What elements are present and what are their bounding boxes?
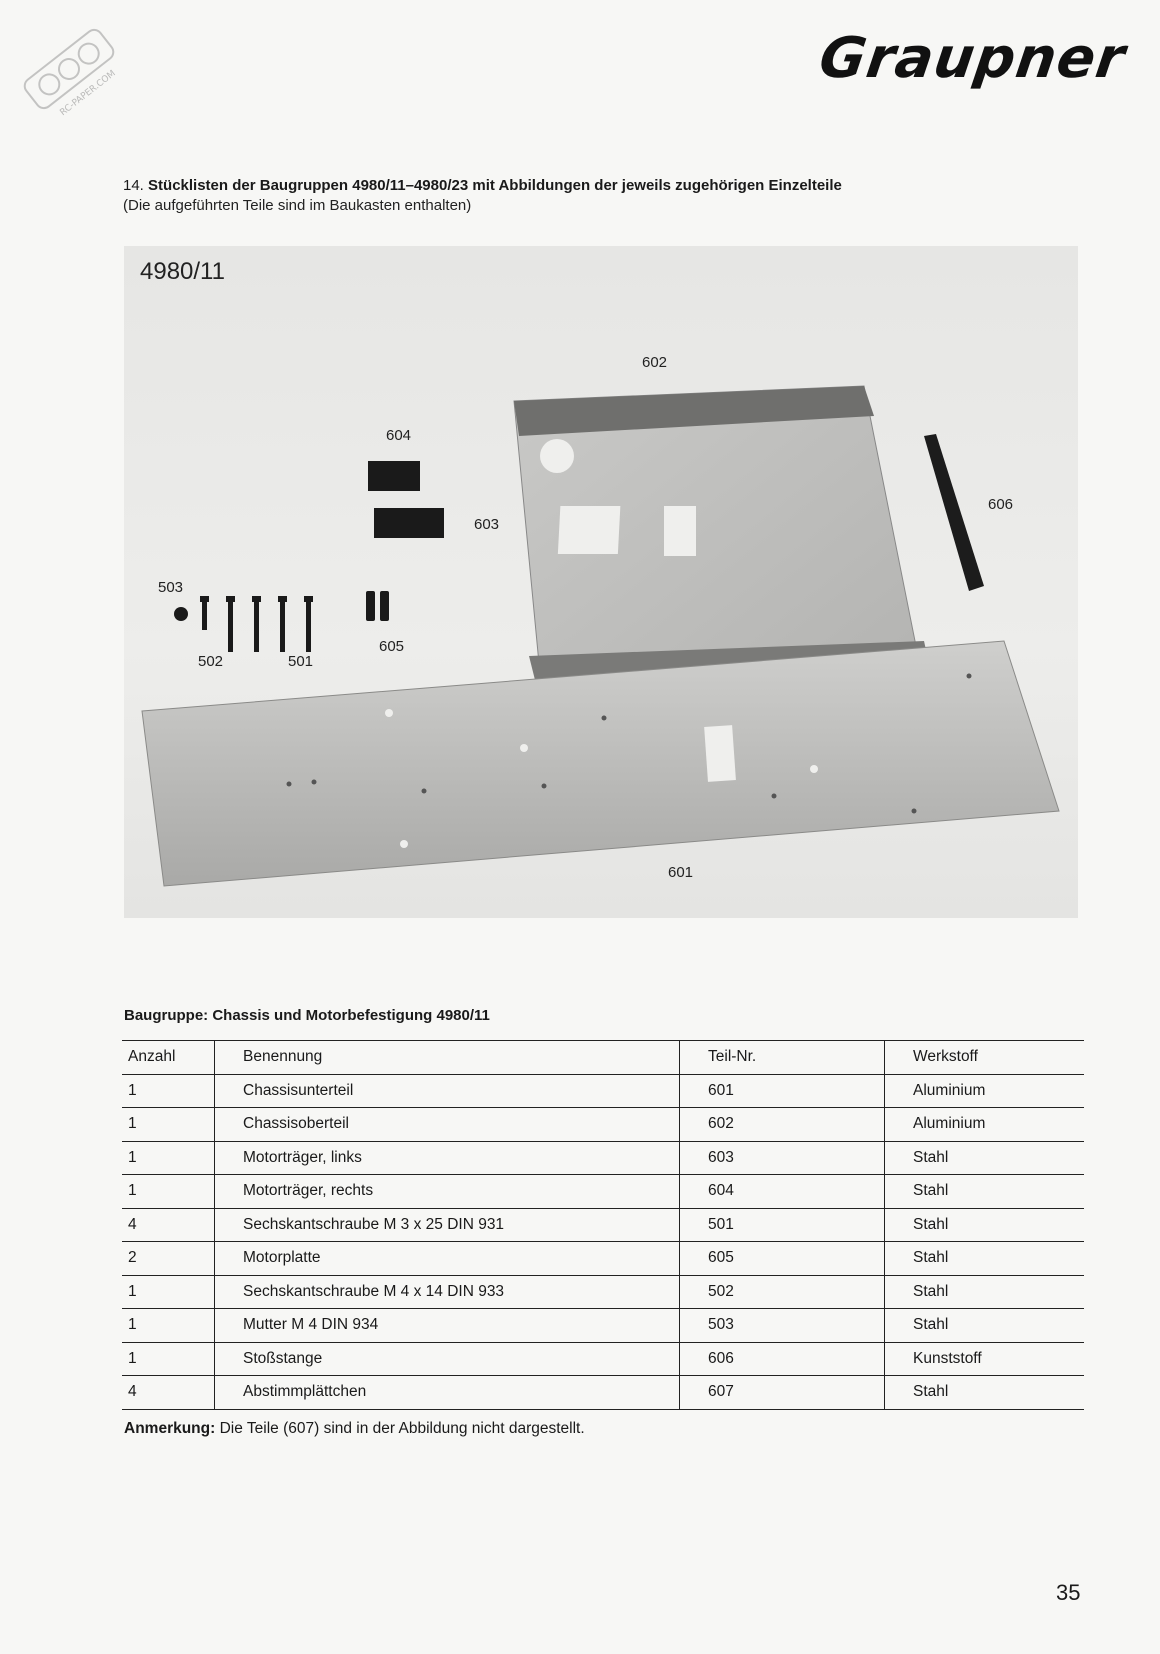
cell-anzahl: 1 [122,1342,215,1376]
table-row [122,1309,1084,1343]
cell-teil-nr: 606 [680,1342,885,1376]
parts-photo [124,246,1078,918]
callout-602: 602 [642,354,668,371]
cell-benennung: Motorträger, links [215,1141,680,1175]
cell-teil-nr: 602 [680,1108,885,1142]
cell-werkstoff: Stahl [885,1175,1085,1209]
header-teil-nr: Teil-Nr. [680,1041,885,1075]
callout-501: 501 [288,653,314,670]
cell-anzahl: 1 [122,1275,215,1309]
note [124,1420,585,1438]
table-row [122,1242,1084,1276]
cell-teil-nr: 604 [680,1175,885,1209]
cell-werkstoff: Stahl [885,1376,1085,1410]
section-title: Stücklisten der Baugruppen 4980/11–4980/23 mit Abbildungen der jeweils zugehörigen Einzelteile [148,177,842,194]
parts-illustration [124,246,1078,918]
cell-teil-nr: 503 [680,1309,885,1343]
cell-werkstoff: Stahl [885,1309,1085,1343]
part-503-nut [174,607,188,621]
table-header-row [122,1041,1084,1075]
watermark-text: RC-PAPER.COM [58,68,118,119]
brand-name: Graupner [815,26,1130,91]
note-label: Anmerkung: [124,1420,216,1437]
cell-benennung: Sechskantschraube M 3 x 25 DIN 931 [215,1208,680,1242]
brand-logo [815,26,1130,96]
cell-teil-nr: 502 [680,1275,885,1309]
cell-anzahl: 4 [122,1208,215,1242]
cell-benennung: Abstimmplättchen [215,1376,680,1410]
note-text: Die Teile (607) sind in der Abbildung nicht dargestellt. [219,1420,585,1437]
header-anzahl: Anzahl [122,1041,215,1075]
group-title: Baugruppe: Chassis und Motorbefestigung 4980/11 [124,1007,490,1024]
callout-605: 605 [379,638,405,655]
cell-teil-nr: 605 [680,1242,885,1276]
header-benennung: Benennung [215,1041,680,1075]
part-606-bumper [924,434,984,591]
cell-werkstoff: Aluminium [885,1074,1085,1108]
table-row [122,1275,1084,1309]
table-row [122,1376,1084,1410]
part-605-motor-plates [366,591,389,621]
callout-606: 606 [988,496,1014,513]
cell-werkstoff: Aluminium [885,1108,1085,1142]
section-heading [123,176,1043,216]
cell-benennung: Mutter M 4 DIN 934 [215,1309,680,1343]
cell-werkstoff: Kunststoff [885,1342,1085,1376]
part-601-chassis-bottom [142,641,1059,886]
table-row [122,1175,1084,1209]
cell-benennung: Chassisoberteil [215,1108,680,1142]
callout-604: 604 [386,427,412,444]
cell-anzahl: 1 [122,1175,215,1209]
cell-teil-nr: 601 [680,1074,885,1108]
cell-benennung: Sechskantschraube M 4 x 14 DIN 933 [215,1275,680,1309]
cell-werkstoff: Stahl [885,1208,1085,1242]
callout-503: 503 [158,579,184,596]
cell-anzahl: 1 [122,1141,215,1175]
table-row [122,1342,1084,1376]
cell-teil-nr: 607 [680,1376,885,1410]
cell-anzahl: 1 [122,1074,215,1108]
cell-anzahl: 4 [122,1376,215,1410]
cell-werkstoff: Stahl [885,1242,1085,1276]
cell-anzahl: 1 [122,1108,215,1142]
part-501-screws [226,596,313,652]
table-row [122,1208,1084,1242]
cell-teil-nr: 603 [680,1141,885,1175]
watermark-logo [14,14,124,124]
cell-werkstoff: Stahl [885,1141,1085,1175]
part-603-motor-mount [374,508,444,538]
section-number: 14. [123,177,144,194]
table-row [122,1141,1084,1175]
photo-label: 4980/11 [140,258,225,285]
part-502-screw [200,596,209,630]
cell-werkstoff: Stahl [885,1275,1085,1309]
cell-benennung: Motorträger, rechts [215,1175,680,1209]
parts-table [122,1040,1084,1410]
part-604-motor-mount [368,461,420,491]
callout-603: 603 [474,516,500,533]
cell-anzahl: 1 [122,1309,215,1343]
cell-teil-nr: 501 [680,1208,885,1242]
table-row [122,1074,1084,1108]
page-number: 35 [1056,1580,1081,1605]
cell-benennung: Stoßstange [215,1342,680,1376]
cell-anzahl: 2 [122,1242,215,1276]
callout-502: 502 [198,653,224,670]
section-subtitle: (Die aufgeführten Teile sind im Baukasten enthalten) [123,197,472,214]
table-row [122,1108,1084,1142]
cell-benennung: Chassisunterteil [215,1074,680,1108]
header-werkstoff: Werkstoff [885,1041,1085,1075]
cell-benennung: Motorplatte [215,1242,680,1276]
callout-601: 601 [668,864,694,881]
